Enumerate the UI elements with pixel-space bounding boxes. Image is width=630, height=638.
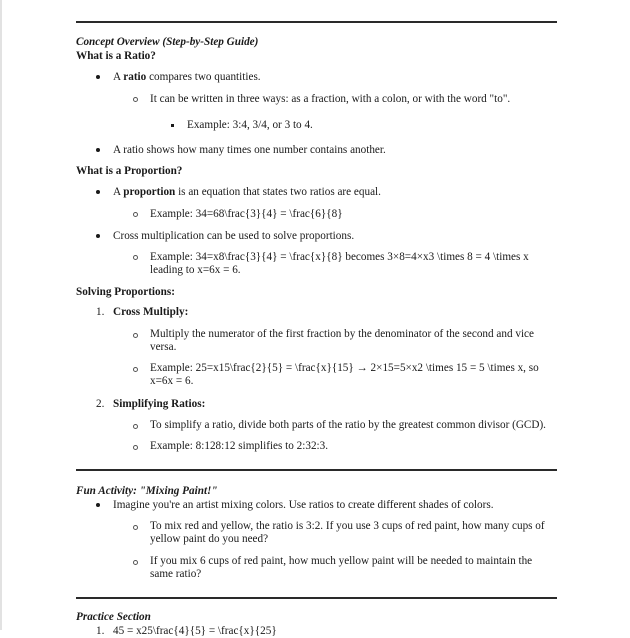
section-title-practice: Practice Section [76, 611, 151, 623]
practice-item-number: 1. [96, 625, 105, 637]
horizontal-rule-top [76, 21, 557, 23]
ratio-definition-prefix: A [113, 71, 124, 83]
ratio-term: ratio [123, 71, 147, 83]
ratio-forms: It can be written in three ways: as a fraction, with a colon, or with the word "to". [150, 93, 511, 105]
fun-activity-intro: Imagine you're an artist mixing colors. Use ratios to create different shades of colors. [113, 499, 494, 511]
simplify-example: Example: 8:128:12 simplifies to 2:32:3. [150, 440, 329, 452]
bullet-circle-icon [133, 367, 138, 372]
step-number: 2. [96, 398, 105, 410]
heading-solving-proportions: Solving Proportions: [76, 286, 175, 298]
heading-what-is-a-ratio: What is a Ratio? [76, 50, 156, 62]
cross-multiply-example-line2: x=6x = 6. [150, 375, 194, 387]
horizontal-rule-bottom [76, 597, 557, 599]
bullet-disc-icon [96, 190, 100, 194]
section-title-concept-overview: Concept Overview (Step-by-Step Guide) [76, 36, 259, 48]
horizontal-rule-middle [76, 469, 557, 471]
bullet-disc-icon [96, 234, 100, 238]
cross-multiplication-note: Cross multiplication can be used to solve proportions. [113, 230, 355, 242]
cross-multiply-instruction-line2: versa. [150, 341, 177, 353]
proportion-definition-suffix: is an equation that states two ratios are equal. [175, 186, 381, 198]
paint-question-1-line2: yellow paint do you need? [150, 533, 269, 545]
paint-question-1-line1: To mix red and yellow, the ratio is 3:2. If you use 3 cups of red paint, how many cups of [150, 520, 545, 532]
bullet-circle-icon [133, 525, 138, 530]
bullet-circle-icon [133, 424, 138, 429]
proportion-definition-prefix: A [113, 186, 124, 198]
bullet-circle-icon [133, 255, 138, 260]
paint-question-2-line2: same ratio? [150, 568, 202, 580]
proportion-definition [113, 185, 381, 199]
proportion-example: Example: 34=68\frac{3}{4} = \frac{6}{8} [150, 208, 343, 220]
ratio-definition [113, 70, 261, 84]
bullet-circle-icon [133, 212, 138, 217]
simplify-instruction: To simplify a ratio, divide both parts of the ratio by the greatest common divisor (GCD). [150, 419, 546, 431]
cross-multiply-example-line1: Example: 25=x15\frac{2}{5} = \frac{x}{15} → 2×15=5×x2 \times 15 = 5 \times x, so [150, 362, 539, 374]
bullet-disc-icon [96, 503, 100, 507]
proportion-term: proportion [123, 186, 176, 198]
step-title-simplifying-ratios: Simplifying Ratios: [113, 398, 206, 410]
bullet-disc-icon [96, 75, 100, 79]
cross-multiplication-example-line2: leading to x=6x = 6. [150, 264, 241, 276]
bullet-circle-icon [133, 97, 138, 102]
step-title-cross-multiply: Cross Multiply: [113, 306, 189, 318]
page-left-edge [0, 0, 2, 630]
step-number: 1. [96, 306, 105, 318]
bullet-disc-icon [96, 148, 100, 152]
heading-what-is-a-proportion: What is a Proportion? [76, 165, 183, 177]
bullet-circle-icon [133, 333, 138, 338]
ratio-example: Example: 3:4, 3/4, or 3 to 4. [187, 119, 313, 131]
cross-multiplication-example-line1: Example: 34=x8\frac{3}{4} = \frac{x}{8} becomes 3×8=4×x3 \times 8 = 4 \times x [150, 251, 529, 263]
practice-item-1-partial: 45 = x25\frac{4}{5} = \frac{x}{25} [113, 625, 277, 637]
ratio-explanation: A ratio shows how many times one number contains another. [113, 144, 386, 156]
ratio-definition-suffix: compares two quantities. [146, 71, 261, 83]
bullet-square-icon [171, 124, 174, 127]
paint-question-2-line1: If you mix 6 cups of red paint, how much yellow paint will be needed to maintain the [150, 555, 533, 567]
section-title-fun-activity: Fun Activity: "Mixing Paint!" [76, 485, 218, 497]
bullet-circle-icon [133, 560, 138, 565]
bullet-circle-icon [133, 445, 138, 450]
cross-multiply-instruction-line1: Multiply the numerator of the first fraction by the denominator of the second and vice [150, 328, 534, 340]
